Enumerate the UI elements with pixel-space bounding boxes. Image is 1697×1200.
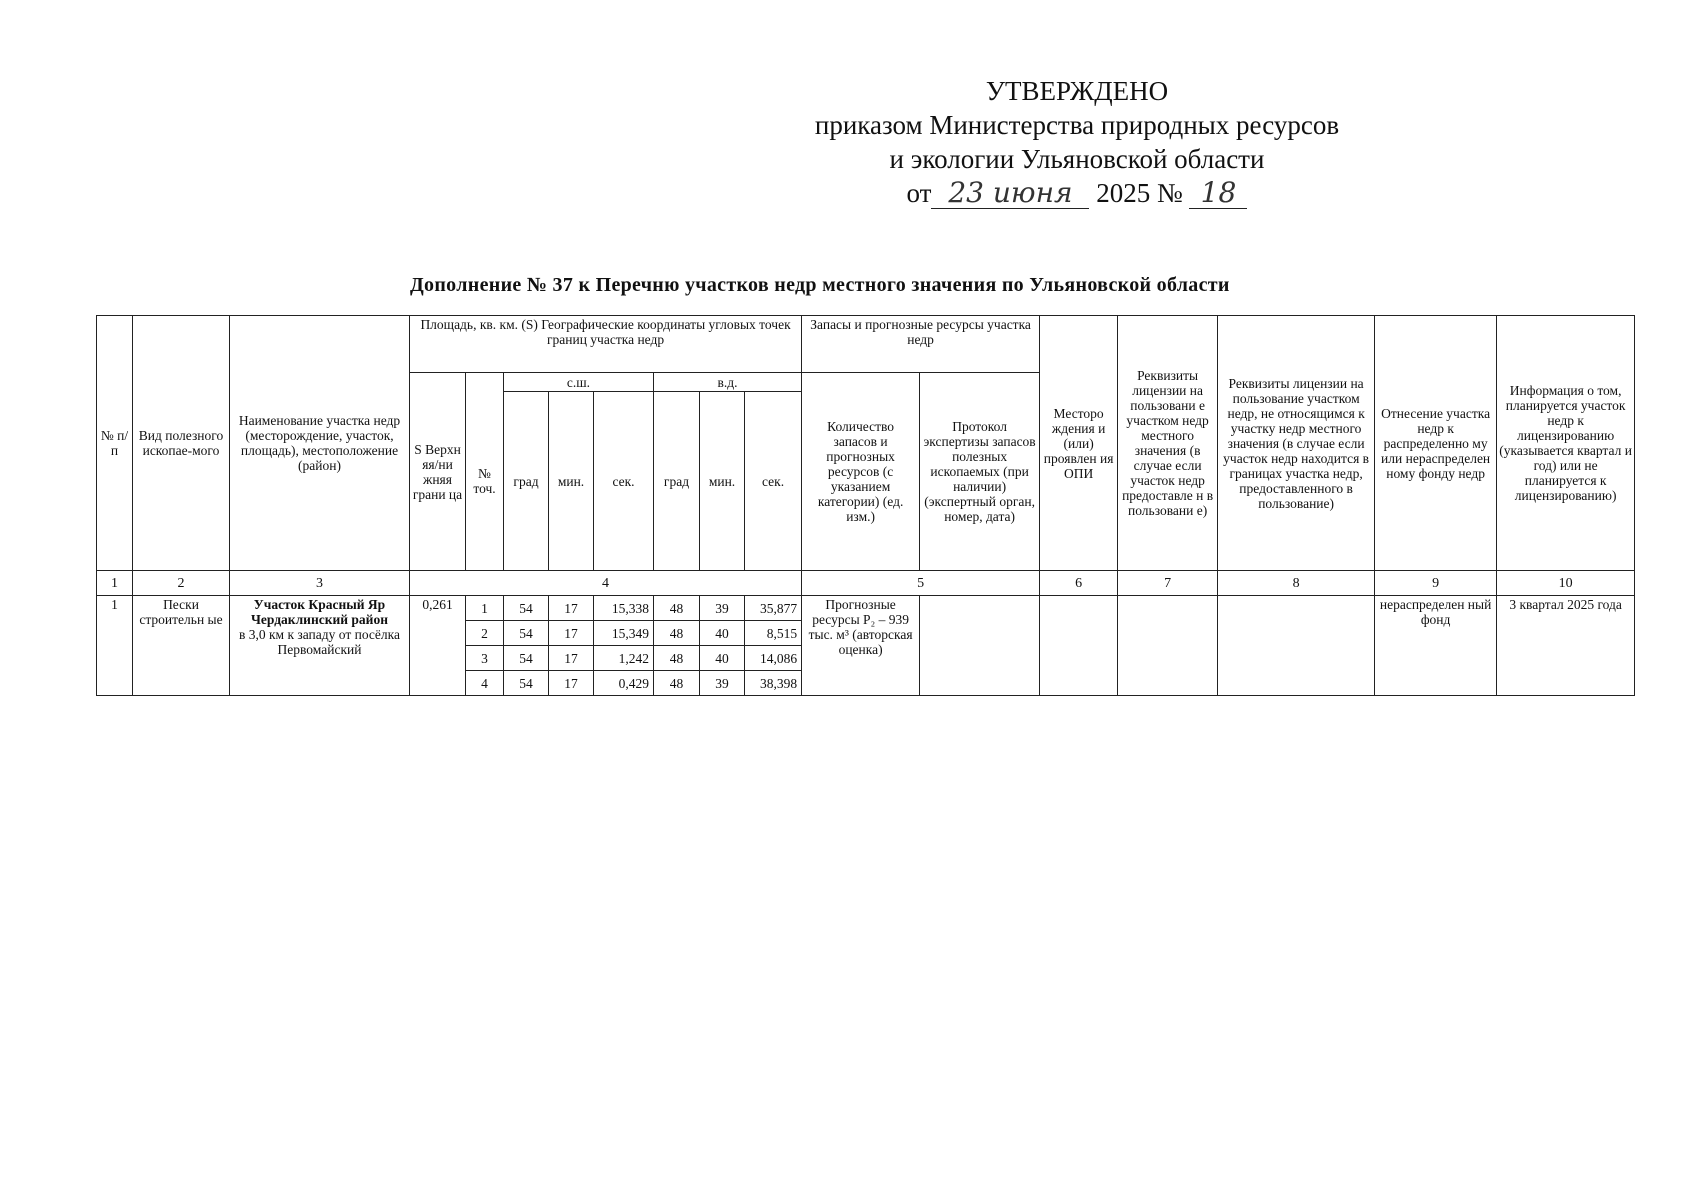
point-n-deg: 54 bbox=[504, 621, 549, 646]
header-name: Наименование участка недр (месторождение, участок, площадь), местоположение (район) bbox=[230, 316, 410, 571]
header-east: в.д. bbox=[654, 373, 802, 392]
header-s-bound: S Верхн яя/ни жняя грани ца bbox=[410, 373, 466, 571]
point-e-deg: 48 bbox=[654, 621, 700, 646]
header-deposits: Месторо ждения и (или) проявлен ия ОПИ bbox=[1040, 316, 1118, 571]
row-license-local bbox=[1118, 596, 1218, 696]
column-number: 9 bbox=[1375, 571, 1497, 596]
point-e-sec: 35,877 bbox=[745, 596, 802, 621]
row-deposits bbox=[1040, 596, 1118, 696]
point-n-min: 17 bbox=[549, 646, 594, 671]
point-n-sec: 15,349 bbox=[594, 621, 654, 646]
row-name bbox=[230, 596, 410, 696]
point-e-deg: 48 bbox=[654, 596, 700, 621]
header-north: с.ш. bbox=[504, 373, 654, 392]
row-name-location: в 3,0 км к западу от посёлка Первомайский bbox=[239, 627, 400, 657]
header-east-sec: сек. bbox=[745, 392, 802, 571]
point-e-min: 40 bbox=[700, 621, 745, 646]
header-reserves-group: Запасы и прогнозные ресурсы участка недр bbox=[802, 316, 1040, 373]
header-north-deg: град bbox=[504, 392, 549, 571]
column-number: 3 bbox=[230, 571, 410, 596]
header-north-min: мин. bbox=[549, 392, 594, 571]
point-e-min: 39 bbox=[700, 596, 745, 621]
row-name-district: Чердаклинский район bbox=[251, 612, 388, 627]
header-license-other: Реквизиты лицензии на пользование участком недр, не относящимся к участку недр местного значения (в случае если участок недр находится в границах участка недр, предоставленного в пользование) bbox=[1218, 316, 1375, 571]
point-e-sec: 14,086 bbox=[745, 646, 802, 671]
point-e-min: 40 bbox=[700, 646, 745, 671]
point-e-deg: 48 bbox=[654, 646, 700, 671]
point-no: 2 bbox=[466, 621, 504, 646]
row-number: 1 bbox=[97, 596, 133, 696]
header-north-sec: сек. bbox=[594, 392, 654, 571]
point-e-sec: 38,398 bbox=[745, 671, 802, 696]
point-no: 4 bbox=[466, 671, 504, 696]
point-n-sec: 0,429 bbox=[594, 671, 654, 696]
approval-date-line bbox=[797, 176, 1357, 210]
row-reserves: Прогнозные ресурсы P₂ – 939 тыс. м³ (авторская оценка) bbox=[802, 596, 920, 696]
row-mineral: Пески строительн ые bbox=[133, 596, 230, 696]
document-title: Дополнение № 37 к Перечню участков недр местного значения по Ульяновской области bbox=[410, 274, 1230, 296]
point-n-min: 17 bbox=[549, 596, 594, 621]
point-n-deg: 54 bbox=[504, 646, 549, 671]
column-number: 6 bbox=[1040, 571, 1118, 596]
date-year: 2025 bbox=[1096, 178, 1151, 208]
handwritten-date: 23 июня bbox=[931, 178, 1089, 209]
header-point-no: № точ. bbox=[466, 392, 504, 571]
header-n: № п/п bbox=[97, 316, 133, 571]
point-no: 3 bbox=[466, 646, 504, 671]
subsoil-plots-table bbox=[96, 315, 1635, 696]
approval-line-2: приказом Министерства природных ресурсов bbox=[814, 110, 1340, 140]
point-e-sec: 8,515 bbox=[745, 621, 802, 646]
approval-line-3: и экологии Ульяновской области bbox=[889, 144, 1265, 174]
header-fund: Отнесение участка недр к распределенно му или нераспределен ному фонду недр bbox=[1375, 316, 1497, 571]
point-n-min: 17 bbox=[549, 671, 594, 696]
approval-block bbox=[797, 74, 1357, 210]
header-reserves-qty: Количество запасов и прогнозных ресурсов (с указанием категории) (ед. изм.) bbox=[802, 373, 920, 571]
row-fund: нераспределен ный фонд bbox=[1375, 596, 1497, 696]
handwritten-number: 18 bbox=[1189, 178, 1247, 209]
date-prefix: от bbox=[906, 178, 932, 208]
point-no: 1 bbox=[466, 596, 504, 621]
column-number: 4 bbox=[410, 571, 802, 596]
row-area: 0,261 bbox=[410, 596, 466, 696]
point-e-deg: 48 bbox=[654, 671, 700, 696]
point-n-deg: 54 bbox=[504, 671, 549, 696]
header-east-deg: град bbox=[654, 392, 700, 571]
column-number: 8 bbox=[1218, 571, 1375, 596]
point-n-min: 17 bbox=[549, 621, 594, 646]
row-plan: 3 квартал 2025 года bbox=[1497, 596, 1635, 696]
column-number: 2 bbox=[133, 571, 230, 596]
column-number: 7 bbox=[1118, 571, 1218, 596]
header-east-min: мин. bbox=[700, 392, 745, 571]
column-number: 1 bbox=[97, 571, 133, 596]
row-license-other bbox=[1218, 596, 1375, 696]
point-e-min: 39 bbox=[700, 671, 745, 696]
number-prefix: № bbox=[1156, 178, 1183, 208]
header-license-local: Реквизиты лицензии на пользовани е участком недр местного значения (в случае если участок недр предоставле н в пользовани е) bbox=[1118, 316, 1218, 571]
header-protocol: Протокол экспертизы запасов полезных ископаемых (при наличии) (экспертный орган, номер, дата) bbox=[920, 373, 1040, 571]
header-area-group: Площадь, кв. км. (S) Географические координаты угловых точек границ участка недр bbox=[410, 316, 802, 373]
approval-title: УТВЕРЖДЕНО bbox=[985, 76, 1169, 106]
row-name-plot: Участок Красный Яр bbox=[253, 597, 386, 612]
header-plan: Информация о том, планируется участок недр к лицензированию (указывается квартал и год) или не планируется к лицензированию) bbox=[1497, 316, 1635, 571]
row-protocol bbox=[920, 596, 1040, 696]
point-n-sec: 15,338 bbox=[594, 596, 654, 621]
column-number: 5 bbox=[802, 571, 1040, 596]
point-n-sec: 1,242 bbox=[594, 646, 654, 671]
column-number: 10 bbox=[1497, 571, 1635, 596]
header-mineral: Вид полезного ископае-мого bbox=[133, 316, 230, 571]
point-n-deg: 54 bbox=[504, 596, 549, 621]
